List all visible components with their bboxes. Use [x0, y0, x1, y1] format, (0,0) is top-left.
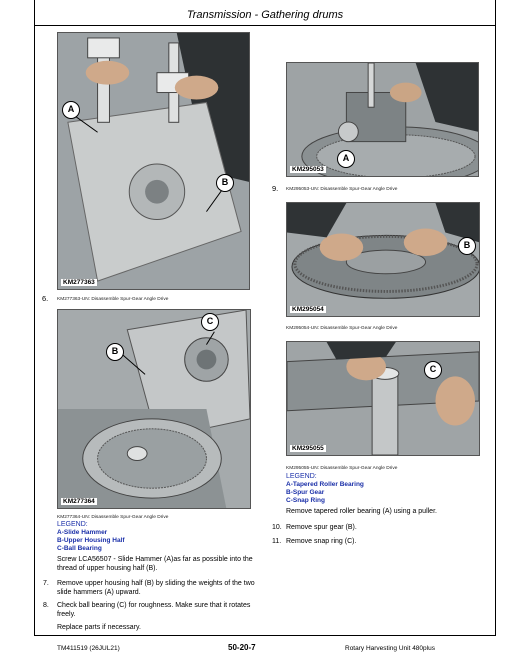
figure-photo-1	[57, 32, 250, 290]
figure-id-1: KM277363	[63, 279, 95, 286]
legend-right-item: C-Snap Ring	[286, 497, 325, 504]
step-number: 10.	[272, 524, 282, 531]
step-10	[272, 523, 482, 533]
step-text: Remove upper housing half (B) by sliding the weights of the two slide hammers (A) upward.	[57, 580, 255, 596]
callout-b: B	[106, 343, 124, 361]
legend-left-title: LEGEND:	[57, 521, 88, 528]
figure-caption-2: KM277364-UN: Disassemble Spur-Gear Angle Drive	[57, 515, 169, 520]
step-7	[43, 579, 265, 599]
legend-left-item: A-Slide Hammer	[57, 529, 108, 536]
legend-left-item: C-Ball Bearing	[57, 545, 102, 552]
legend-right-item: A-Tapered Roller Bearing	[286, 481, 364, 488]
footer-page-number: 50-20-7	[228, 643, 256, 652]
callout-a: A	[62, 101, 80, 119]
legend-right-item: B-Spur Gear	[286, 489, 325, 496]
legend-right	[286, 473, 486, 505]
step-9-number: 9.	[272, 184, 279, 193]
step-text: Remove spur gear (B).	[286, 524, 357, 531]
text-remove-bearing: Remove tapered roller bearing (A) using a puller.	[286, 508, 437, 515]
step-number: 7.	[43, 580, 49, 587]
legend-left-item: B-Upper Housing Half	[57, 537, 125, 544]
figure-caption-1: KM277363-UN: Disassemble Spur-Gear Angle Drive	[57, 297, 169, 302]
figure-caption-3: KM295053-UN: Disassemble Spur-Gear Angle Drive	[286, 187, 398, 192]
callout-b: B	[458, 237, 476, 255]
footer-product: Rotary Harvesting Unit 480plus	[345, 645, 435, 652]
callout-c: C	[201, 313, 219, 331]
step-text: Check ball bearing (C) for roughness. Make sure that it rotates freely.	[57, 602, 251, 618]
legend-right-title: LEGEND:	[286, 473, 317, 480]
header-rule	[34, 25, 496, 26]
figure-photo-5	[286, 341, 480, 456]
step-6-number: 6.	[42, 294, 49, 303]
figure-id-2: KM277364	[63, 498, 95, 505]
step-number: 11.	[272, 538, 282, 545]
figure-id-3: KM295053	[292, 166, 324, 173]
step-8	[43, 601, 265, 621]
callout-c: C	[424, 361, 442, 379]
figure-caption-5: KM295055-UN: Disassemble Spur-Gear Angle Drive	[286, 466, 398, 471]
step-11	[272, 537, 482, 547]
figure-photo-4	[286, 202, 480, 317]
figure-photo-2	[57, 309, 251, 509]
legend-left	[57, 521, 257, 553]
figure-id-4: KM295054	[292, 306, 324, 313]
figure-id-5: KM295055	[292, 445, 324, 452]
step-text: Remove snap ring (C).	[286, 538, 357, 545]
callout-b: B	[216, 174, 234, 192]
page-title: Transmission - Gathering drums	[186, 9, 344, 21]
text-replace-parts: Replace parts if necessary.	[57, 624, 141, 631]
footer-doc-id: TM411519 (26JUL21)	[57, 645, 120, 652]
figure-caption-4: KM295054-UN: Disassemble Spur-Gear Angle Drive	[286, 326, 398, 331]
text-screw-slide-hammer: Screw LCA56507 - Slide Hammer (A)as far as possible into the thread of upper housing half (B).	[57, 556, 253, 572]
callout-a: A	[337, 150, 355, 168]
figure-photo-3	[286, 62, 479, 177]
step-number: 8.	[43, 602, 49, 609]
